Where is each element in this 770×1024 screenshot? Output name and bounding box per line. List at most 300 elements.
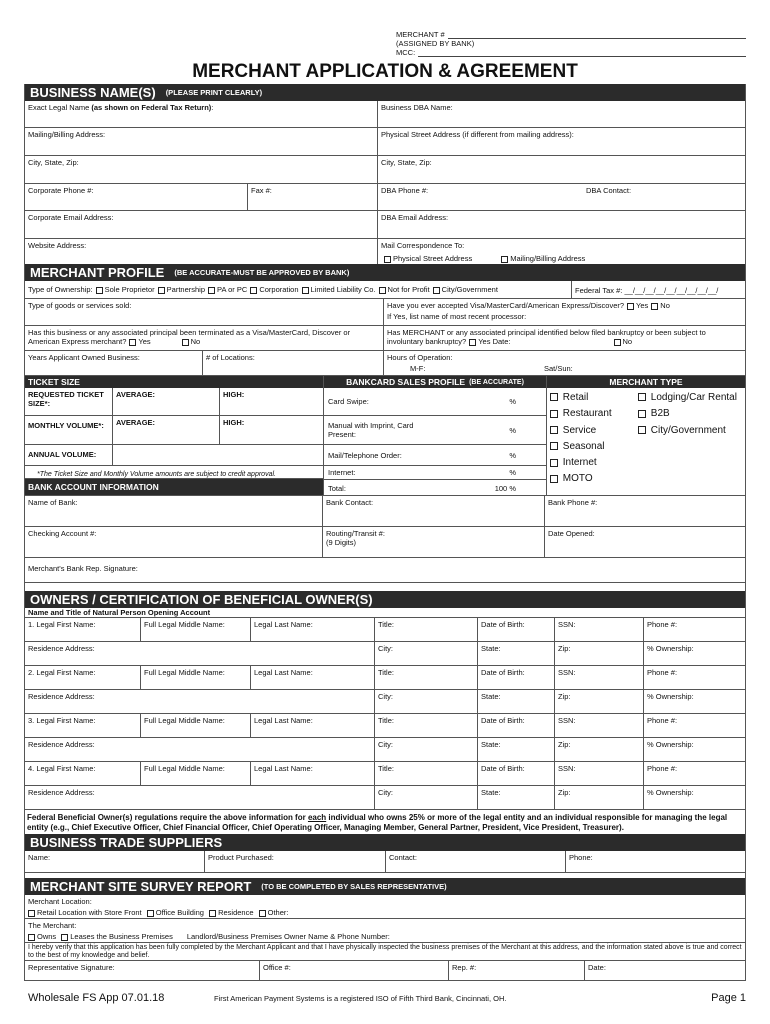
not-for-profit-option: Not for Profit xyxy=(387,285,430,294)
b2b-option: B2B xyxy=(650,408,670,420)
requested-ticket-label: REQUESTED TICKET SIZE*: xyxy=(25,388,113,415)
internet-pct: % xyxy=(509,468,516,477)
sales-profile-block xyxy=(25,375,745,495)
internet-field[interactable] xyxy=(324,466,546,480)
owner-residence[interactable] xyxy=(25,786,375,809)
mail-order-label: Mail/Telephone Order: xyxy=(328,450,402,460)
owner-residence[interactable] xyxy=(25,642,375,665)
pa-pc-checkbox[interactable] xyxy=(208,287,215,294)
owner-zip-label: Zip: xyxy=(558,788,571,797)
dba-email-label: DBA Email Address: xyxy=(381,213,449,222)
bankcard-column xyxy=(324,376,547,495)
dba-email-field[interactable] xyxy=(378,211,745,238)
federal-tax-blanks: __/__/__/__/__/__/__/__/__/ xyxy=(624,286,719,295)
leases-checkbox[interactable] xyxy=(61,934,68,941)
moto-checkbox[interactable] xyxy=(550,475,558,483)
owner-ssn-label: SSN: xyxy=(558,668,576,677)
federal-tax-field[interactable] xyxy=(571,281,745,298)
owner-dob[interactable] xyxy=(478,618,555,641)
owner-title-label: Title: xyxy=(378,716,394,725)
seasonal-option: Seasonal xyxy=(562,440,605,452)
mail-correspondence xyxy=(378,239,745,264)
date-opened-field[interactable] xyxy=(545,527,745,557)
terminated-yes-option: Yes xyxy=(138,337,151,346)
mcc-field[interactable] xyxy=(418,49,746,57)
business-names-title: BUSINESS NAME(S) xyxy=(30,85,156,100)
average-volume-field[interactable] xyxy=(113,416,220,444)
mailing-address-label: Mailing/Billing Address: xyxy=(28,130,106,139)
routing-field[interactable] xyxy=(323,527,545,557)
other-location-checkbox[interactable] xyxy=(259,910,266,917)
manual-imprint-label: Manual with Imprint, Card Present: xyxy=(328,421,414,439)
city-government-option: City/Government xyxy=(441,285,498,294)
fax-field[interactable] xyxy=(248,184,378,210)
dba-phone-label: DBA Phone #: xyxy=(381,186,429,195)
partnership-option: Partnership xyxy=(166,285,206,294)
bankruptcy-yes-checkbox[interactable] xyxy=(469,339,476,346)
owner-2 xyxy=(25,666,745,714)
retail-location-checkbox[interactable] xyxy=(28,910,35,917)
owner-dob[interactable] xyxy=(478,666,555,689)
service-option: Service xyxy=(562,424,597,436)
city-state-zip-field[interactable] xyxy=(25,156,378,183)
ticket-size-column xyxy=(25,376,324,495)
owner-residence[interactable] xyxy=(25,690,375,713)
moto-option: MOTO xyxy=(562,473,593,485)
owns-checkbox[interactable] xyxy=(28,934,35,941)
footer-page-number: Page 1 xyxy=(711,992,746,1004)
supplier-phone-field[interactable] xyxy=(566,851,745,872)
residence-checkbox[interactable] xyxy=(209,910,216,917)
owner-phone-label: Phone #: xyxy=(647,620,678,629)
hours-satsun-label: Sat/Sun: xyxy=(544,364,573,373)
owner-first-name[interactable] xyxy=(25,762,141,785)
retail-checkbox[interactable] xyxy=(550,393,558,401)
owner-zip-label: Zip: xyxy=(558,740,571,749)
owner-middle-name[interactable] xyxy=(141,666,251,689)
office-no-field[interactable] xyxy=(260,961,449,980)
office-building-option: Office Building xyxy=(155,908,204,917)
total-label: Total: xyxy=(328,483,346,493)
mailing-address-option: Mailing/Billing Address xyxy=(510,254,586,263)
rep-signature-label: Representative Signature: xyxy=(28,963,115,972)
merchant-location-options xyxy=(25,906,745,919)
owner-last-name[interactable] xyxy=(251,666,375,689)
bankruptcy-question xyxy=(384,326,745,350)
site-survey-header xyxy=(25,878,745,895)
hours-field[interactable] xyxy=(384,351,745,375)
owner-city[interactable] xyxy=(375,690,478,713)
accepted-no-checkbox[interactable] xyxy=(651,303,658,310)
owner-title-label: Title: xyxy=(378,668,394,677)
owner-first-name-label: 3. Legal First Name: xyxy=(28,716,96,725)
owner-state-label: State: xyxy=(481,788,501,797)
city-state-zip-label: City, State, Zip: xyxy=(28,158,79,167)
merchant-type-list-1 xyxy=(547,390,635,488)
supplier-name-label: Name: xyxy=(28,853,51,862)
terminated-no-checkbox[interactable] xyxy=(182,339,189,346)
owner-last-name-label: Legal Last Name: xyxy=(254,620,313,629)
physical-address-field[interactable] xyxy=(378,128,745,155)
owner-residence-label: Residence Address: xyxy=(28,788,95,797)
total-value: 100 % xyxy=(494,483,516,493)
leases-option: Leases the Business Premises xyxy=(70,932,173,941)
owner-dob[interactable] xyxy=(478,762,555,785)
monthly-volume-label: MONTHLY VOLUME*: xyxy=(25,416,113,444)
beneficial-note-part-a: Federal Beneficial Owner(s) regulations require the above information for xyxy=(27,813,308,822)
owner-zip[interactable] xyxy=(555,690,644,713)
card-swipe-label: Card Swipe: xyxy=(328,397,369,406)
retail-location-option: Retail Location with Store Front xyxy=(37,908,142,917)
owner-ssn-label: SSN: xyxy=(558,716,576,725)
owner-phone[interactable] xyxy=(644,618,745,641)
owner-phone[interactable] xyxy=(644,666,745,689)
dba-phone-field[interactable] xyxy=(378,184,583,210)
dba-city-state-zip-field[interactable] xyxy=(378,156,745,183)
accepted-cards-question: Have you ever accepted Visa/MasterCard/American Express/Discover? xyxy=(387,301,625,310)
other-location-option: Other: xyxy=(267,908,289,917)
owner-ownership[interactable] xyxy=(644,642,745,665)
owner-zip[interactable] xyxy=(555,738,644,761)
ownership-type xyxy=(25,281,571,298)
bank-rep-signature-label: Merchant's Bank Rep. Signature: xyxy=(28,564,138,573)
landlord-label: Landlord/Business Premises Owner Name & Phone Number: xyxy=(186,932,390,941)
years-owned-field[interactable] xyxy=(25,351,203,375)
city-gov-type-option: City/Government xyxy=(650,424,726,436)
llc-option: Limited Liability Co. xyxy=(310,285,376,294)
owner-title[interactable] xyxy=(375,714,478,737)
seasonal-checkbox[interactable] xyxy=(550,442,558,450)
owner-last-name[interactable] xyxy=(251,618,375,641)
merchant-type-list-2 xyxy=(635,390,737,488)
rep-no-label: Rep. #: xyxy=(452,963,477,972)
federal-tax-label: Federal Tax #: xyxy=(575,286,623,295)
owner-first-name[interactable] xyxy=(25,666,141,689)
dba-city-state-zip-label: City, State, Zip: xyxy=(381,158,432,167)
owner-city[interactable] xyxy=(375,738,478,761)
goods-services-label: Type of goods or services sold: xyxy=(28,301,132,310)
form-body xyxy=(24,84,746,981)
merchant-id-block xyxy=(396,30,746,57)
suppliers-header: BUSINESS TRADE SUPPLIERS xyxy=(25,834,745,851)
owners-header: OWNERS / CERTIFICATION OF BENEFICIAL OWNER(S) xyxy=(25,591,745,608)
owner-dob-label: Date of Birth: xyxy=(481,764,525,773)
owner-phone-label: Phone #: xyxy=(647,764,678,773)
recent-processor-field[interactable] xyxy=(387,312,742,321)
retail-option: Retail xyxy=(562,392,589,403)
owner-state-label: State: xyxy=(481,692,501,701)
owner-first-name-label: 1. Legal First Name: xyxy=(28,620,96,629)
internet-label: Internet: xyxy=(328,468,356,477)
annual-volume-field[interactable] xyxy=(113,445,323,465)
corporate-phone-label: Corporate Phone #: xyxy=(28,186,94,195)
physical-address-option: Physical Street Address xyxy=(393,254,473,263)
owner-ssn[interactable] xyxy=(555,762,644,785)
owner-1 xyxy=(25,618,745,666)
owner-city-label: City: xyxy=(378,692,393,701)
bank-name-field[interactable] xyxy=(25,496,323,526)
owner-last-name[interactable] xyxy=(251,714,375,737)
site-survey-title: MERCHANT SITE SURVEY REPORT xyxy=(30,879,252,894)
lodging-checkbox[interactable] xyxy=(638,393,646,401)
owner-phone[interactable] xyxy=(644,762,745,785)
site-survey-subtitle: (TO BE COMPLETED BY SALES REPRESENTATIVE) xyxy=(261,882,447,891)
owner-residence-label: Residence Address: xyxy=(28,740,95,749)
owner-title[interactable] xyxy=(375,666,478,689)
beneficial-note-part-b: individual who owns 25% or more of the legal entity and an individual responsible for managing the legal entity (e.g., Chief Executive Officer, Chief Financial Officer, Chief Operating Officer, Managing Member, General Partner, President, Vice President, Treasurer). xyxy=(27,813,728,832)
legal-name-field[interactable] xyxy=(25,101,378,127)
high-volume-label: HIGH: xyxy=(223,418,245,427)
annual-volume-label: ANNUAL VOLUME: xyxy=(25,445,113,465)
owner-dob-label: Date of Birth: xyxy=(481,620,525,629)
owner-first-name[interactable] xyxy=(25,618,141,641)
sole-proprietor-checkbox[interactable] xyxy=(96,287,103,294)
owner-ssn[interactable] xyxy=(555,618,644,641)
owner-residence-label: Residence Address: xyxy=(28,692,95,701)
owner-dob[interactable] xyxy=(478,714,555,737)
internet-type-checkbox[interactable] xyxy=(550,459,558,467)
business-names-subtitle: (PLEASE PRINT CLEARLY) xyxy=(165,88,263,97)
hours-label: Hours of Operation: xyxy=(387,353,453,362)
owner-zip-label: Zip: xyxy=(558,692,571,701)
sole-proprietor-option: Sole Proprietor xyxy=(104,285,155,294)
residence-option: Residence xyxy=(218,908,254,917)
service-checkbox[interactable] xyxy=(550,426,558,434)
owner-state[interactable] xyxy=(478,738,555,761)
date-opened-label: Date Opened: xyxy=(548,529,595,538)
beneficial-note-each: each xyxy=(307,813,327,822)
owner-first-name-label: 2. Legal First Name: xyxy=(28,668,96,677)
owner-city[interactable] xyxy=(375,786,478,809)
bank-phone-label: Bank Phone #: xyxy=(548,498,598,507)
owner-city-label: City: xyxy=(378,644,393,653)
owner-title-label: Title: xyxy=(378,620,394,629)
hours-mf-label: M-F: xyxy=(410,364,426,373)
physical-address-checkbox[interactable] xyxy=(384,256,391,263)
rep-signature-field[interactable] xyxy=(25,961,260,980)
owner-middle-name-label: Full Legal Middle Name: xyxy=(144,668,225,677)
rep-date-field[interactable] xyxy=(585,961,745,980)
restaurant-checkbox[interactable] xyxy=(550,410,558,418)
owner-ownership[interactable] xyxy=(644,738,745,761)
mail-order-field[interactable] xyxy=(324,445,546,466)
business-names-header xyxy=(25,84,745,101)
owner-ownership[interactable] xyxy=(644,690,745,713)
checking-account-label: Checking Account #: xyxy=(28,529,97,538)
bankruptcy-label: Has MERCHANT or any associated principal identified below filed bankruptcy or been subject to involuntary bankruptcy? xyxy=(387,328,706,346)
owner-title[interactable] xyxy=(375,762,478,785)
the-merchant-label: The Merchant: xyxy=(28,921,77,930)
owner-city[interactable] xyxy=(375,642,478,665)
corporate-email-label: Corporate Email Address: xyxy=(28,213,114,222)
dba-contact-label: DBA Contact: xyxy=(586,186,632,195)
owns-option: Owns xyxy=(37,932,57,941)
checking-account-field[interactable] xyxy=(25,527,323,557)
owner-dob-label: Date of Birth: xyxy=(481,716,525,725)
owner-state[interactable] xyxy=(478,786,555,809)
owner-phone-label: Phone #: xyxy=(647,668,678,677)
merchant-profile-subtitle: (BE ACCURATE-MUST BE APPROVED BY BANK) xyxy=(174,268,350,277)
restaurant-option: Restaurant xyxy=(562,408,612,420)
footer-form-id: Wholesale FS App 07.01.18 xyxy=(28,992,165,1004)
manual-imprint-pct: % xyxy=(509,425,516,435)
owner-middle-name[interactable] xyxy=(141,762,251,785)
dba-name-field[interactable] xyxy=(378,101,745,127)
average-ticket-label: AVERAGE: xyxy=(116,390,156,399)
merchant-profile-title: MERCHANT PROFILE xyxy=(30,265,165,280)
bank-rep-signature-field[interactable] xyxy=(25,558,745,582)
bankruptcy-no-checkbox[interactable] xyxy=(614,339,621,346)
owner-title[interactable] xyxy=(375,618,478,641)
owner-ownership-label: % Ownership: xyxy=(647,740,694,749)
owner-ownership[interactable] xyxy=(644,786,745,809)
owner-residence-label: Residence Address: xyxy=(28,644,95,653)
page-title: MERCHANT APPLICATION & AGREEMENT xyxy=(192,61,578,82)
owner-first-name[interactable] xyxy=(25,714,141,737)
owner-title-label: Title: xyxy=(378,764,394,773)
rep-date-label: Date: xyxy=(588,963,606,972)
merchant-no-field[interactable] xyxy=(448,31,746,39)
not-for-profit-checkbox[interactable] xyxy=(379,287,386,294)
high-ticket-label: HIGH: xyxy=(223,390,245,399)
merchant-type-header: MERCHANT TYPE xyxy=(547,376,745,388)
pa-pc-option: PA or PC xyxy=(217,285,248,294)
footer-disclaimer: First American Payment Systems is a registered ISO of Fifth Third Bank, Cincinnati, OH. xyxy=(214,994,507,1003)
average-volume-label: AVERAGE: xyxy=(116,418,156,427)
high-ticket-field[interactable] xyxy=(220,388,323,415)
supplier-product-field[interactable] xyxy=(205,851,386,872)
mail-correspondence-label: Mail Correspondence To: xyxy=(381,241,465,250)
corporation-option: Corporation xyxy=(259,285,299,294)
supplier-contact-field[interactable] xyxy=(386,851,566,872)
internet-type-option: Internet xyxy=(562,457,597,469)
city-gov-type-checkbox[interactable] xyxy=(638,426,646,434)
bank-contact-field[interactable] xyxy=(323,496,545,526)
city-government-checkbox[interactable] xyxy=(433,287,440,294)
owner-middle-name-label: Full Legal Middle Name: xyxy=(144,716,225,725)
locations-field[interactable] xyxy=(203,351,384,375)
card-swipe-pct: % xyxy=(509,397,516,406)
bankruptcy-date-label: Date: xyxy=(492,337,511,346)
terminated-no-option: No xyxy=(190,337,201,346)
fax-label: Fax #: xyxy=(251,186,272,195)
bank-name-label: Name of Bank: xyxy=(28,498,78,507)
legal-name-note: (as shown on Federal Tax Return) xyxy=(91,103,212,112)
owner-last-name-label: Legal Last Name: xyxy=(254,668,313,677)
website-label: Website Address: xyxy=(28,241,87,250)
recent-processor-label: If Yes, list name of most recent processor: xyxy=(387,312,527,321)
merchant-no-label: MERCHANT # xyxy=(396,30,445,39)
owner-middle-name[interactable] xyxy=(141,714,251,737)
dba-name-label: Business DBA Name: xyxy=(381,103,453,112)
accepted-yes-option: Yes xyxy=(636,301,649,310)
owner-ssn[interactable] xyxy=(555,666,644,689)
legal-name-label: Exact Legal Name xyxy=(28,103,90,112)
owner-phone-label: Phone #: xyxy=(647,716,678,725)
owner-middle-name[interactable] xyxy=(141,618,251,641)
manual-imprint-field[interactable] xyxy=(324,416,546,445)
bank-phone-field[interactable] xyxy=(545,496,745,526)
terminated-label: Has this business or any associated principal been terminated as a Visa/MasterCard, Discover or American Express merchant? xyxy=(28,328,351,346)
terminated-yes-checkbox[interactable] xyxy=(129,339,136,346)
supplier-product-label: Product Purchased: xyxy=(208,853,274,862)
dba-contact-field[interactable] xyxy=(583,184,745,210)
ticket-note: *The Ticket Size and Monthly Volume amounts are subject to credit approval. xyxy=(25,466,323,479)
owner-zip[interactable] xyxy=(555,642,644,665)
corporate-phone-field[interactable] xyxy=(25,184,248,210)
owner-last-name-label: Legal Last Name: xyxy=(254,764,313,773)
accepted-cards xyxy=(384,299,745,325)
owner-city-label: City: xyxy=(378,788,393,797)
merchant-profile-header xyxy=(25,264,745,281)
owner-city-label: City: xyxy=(378,740,393,749)
bankcard-title: BANKCARD SALES PROFILE xyxy=(346,377,466,387)
years-owned-label: Years Applicant Owned Business: xyxy=(28,353,140,362)
mailing-address-field[interactable] xyxy=(25,128,378,155)
bank-contact-label: Bank Contact: xyxy=(326,498,374,507)
owner-dob-label: Date of Birth: xyxy=(481,668,525,677)
b2b-checkbox[interactable] xyxy=(638,410,646,418)
lodging-option: Lodging/Car Rental xyxy=(650,392,737,403)
owner-state[interactable] xyxy=(478,642,555,665)
assigned-label: (ASSIGNED BY BANK) xyxy=(396,39,475,48)
owner-middle-name-label: Full Legal Middle Name: xyxy=(144,764,225,773)
terminated-question xyxy=(25,326,384,350)
supplier-contact-label: Contact: xyxy=(389,853,417,862)
bankcard-header xyxy=(324,376,546,388)
owner-ssn[interactable] xyxy=(555,714,644,737)
accepted-no-option: No xyxy=(660,301,670,310)
mailing-address-checkbox[interactable] xyxy=(501,256,508,263)
corporate-email-field[interactable] xyxy=(25,211,378,238)
high-volume-field[interactable] xyxy=(220,416,323,444)
owner-4 xyxy=(25,762,745,810)
owner-ssn-label: SSN: xyxy=(558,764,576,773)
owner-phone[interactable] xyxy=(644,714,745,737)
supplier-name-field[interactable] xyxy=(25,851,205,872)
office-building-checkbox[interactable] xyxy=(147,910,154,917)
owner-state-label: State: xyxy=(481,740,501,749)
goods-services-field[interactable] xyxy=(25,299,384,325)
owner-ownership-label: % Ownership: xyxy=(647,788,694,797)
bank-account-header: BANK ACCOUNT INFORMATION xyxy=(25,479,323,495)
average-ticket-field[interactable] xyxy=(113,388,220,415)
supplier-phone-label: Phone: xyxy=(569,853,593,862)
accepted-yes-checkbox[interactable] xyxy=(627,303,634,310)
owner-last-name[interactable] xyxy=(251,762,375,785)
llc-checkbox[interactable] xyxy=(302,287,309,294)
rep-no-field[interactable] xyxy=(449,961,585,980)
merchant-location-label: Merchant Location: xyxy=(28,897,92,906)
routing-label: Routing/Transit #: xyxy=(326,529,385,538)
owner-ssn-label: SSN: xyxy=(558,620,576,629)
owner-residence[interactable] xyxy=(25,738,375,761)
website-field[interactable] xyxy=(25,239,378,264)
owner-last-name-label: Legal Last Name: xyxy=(254,716,313,725)
corporation-checkbox[interactable] xyxy=(250,287,257,294)
owner-state[interactable] xyxy=(478,690,555,713)
owner-zip[interactable] xyxy=(555,786,644,809)
card-swipe-field[interactable] xyxy=(324,388,546,416)
physical-address-label: Physical Street Address (if different from mailing address): xyxy=(381,130,574,139)
verification-statement: I hereby verify that this application has been fully completed by the Merchant Applicant and that I have physically inspected the business premises of the Merchant at this address, and the information stated above is true and correct to the best of my knowledge and belief. xyxy=(25,943,745,961)
routing-digits-note: (9 Digits) xyxy=(326,538,357,547)
beneficial-owner-note xyxy=(25,810,745,834)
partnership-checkbox[interactable] xyxy=(158,287,165,294)
owner-ownership-label: % Ownership: xyxy=(647,644,694,653)
owner-3 xyxy=(25,714,745,762)
owner-state-label: State: xyxy=(481,644,501,653)
